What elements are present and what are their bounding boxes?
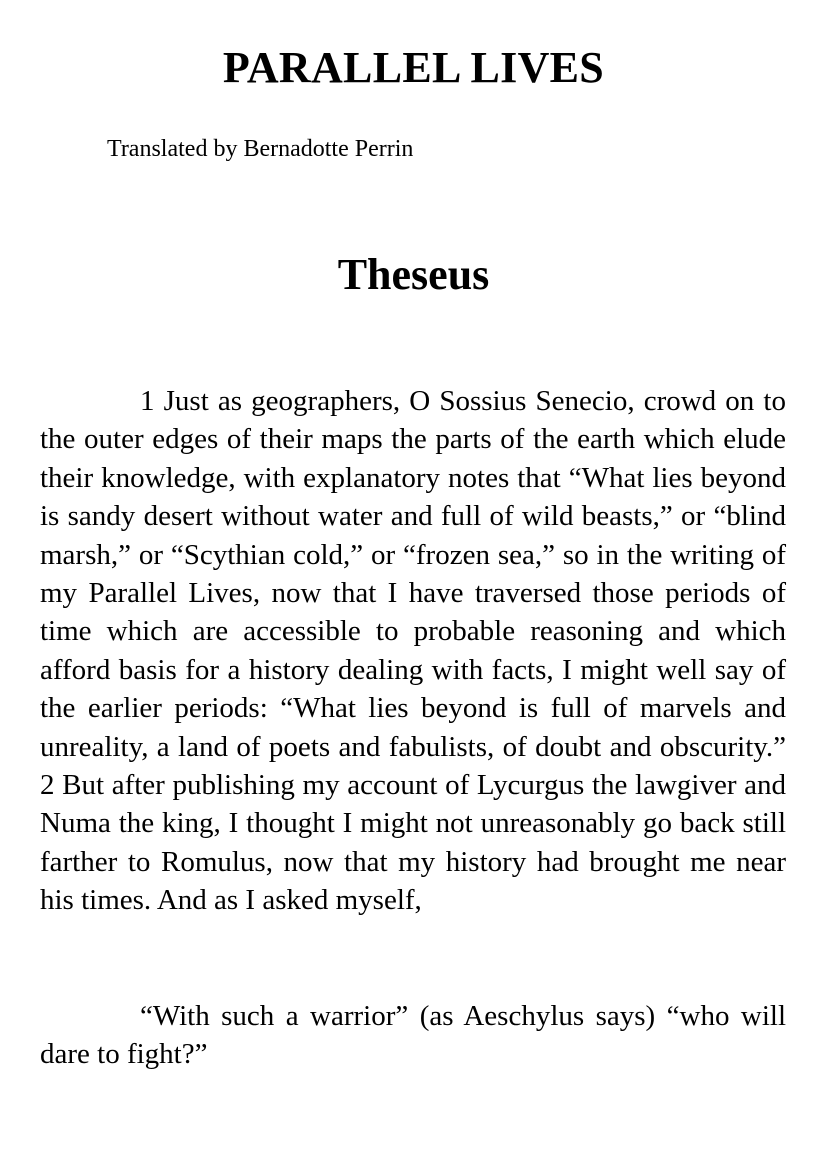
book-title: PARALLEL LIVES [222,43,605,92]
chapter-title: Theseus [337,250,490,299]
translator-credit: Translated by Bernadotte Perrin [107,136,414,162]
body-paragraph: 1 Just as geographers, O Sossius Senecio, crowd on to the outer edges of their maps the parts of the earth which elude their knowledge, with explanatory notes that “What lies beyond is sandy desert without water and full of wild beasts,” or “blind marsh,” or “Scythian cold,” or “frozen sea,” so in the writing of my Parallel Lives, now that I have traversed those periods of time which are accessible to probable reasoning and which afford basis for a history dealing with facts, I might well say of the earlier periods: “What lies beyond is full of marvels and unreality, a land of poets and fabulists, of doubt and obscurity.” 2 But after publishing my account of Lycurgus the lawgiver and Numa the king, I thought I might not unreasonably go back still farther to Romulus, now that my history had brought me near his times. And as I asked myself, [40,385,786,917]
body-paragraph: “With such a warrior” (as Aeschylus says) “who will dare to fight?” [40,1000,786,1071]
